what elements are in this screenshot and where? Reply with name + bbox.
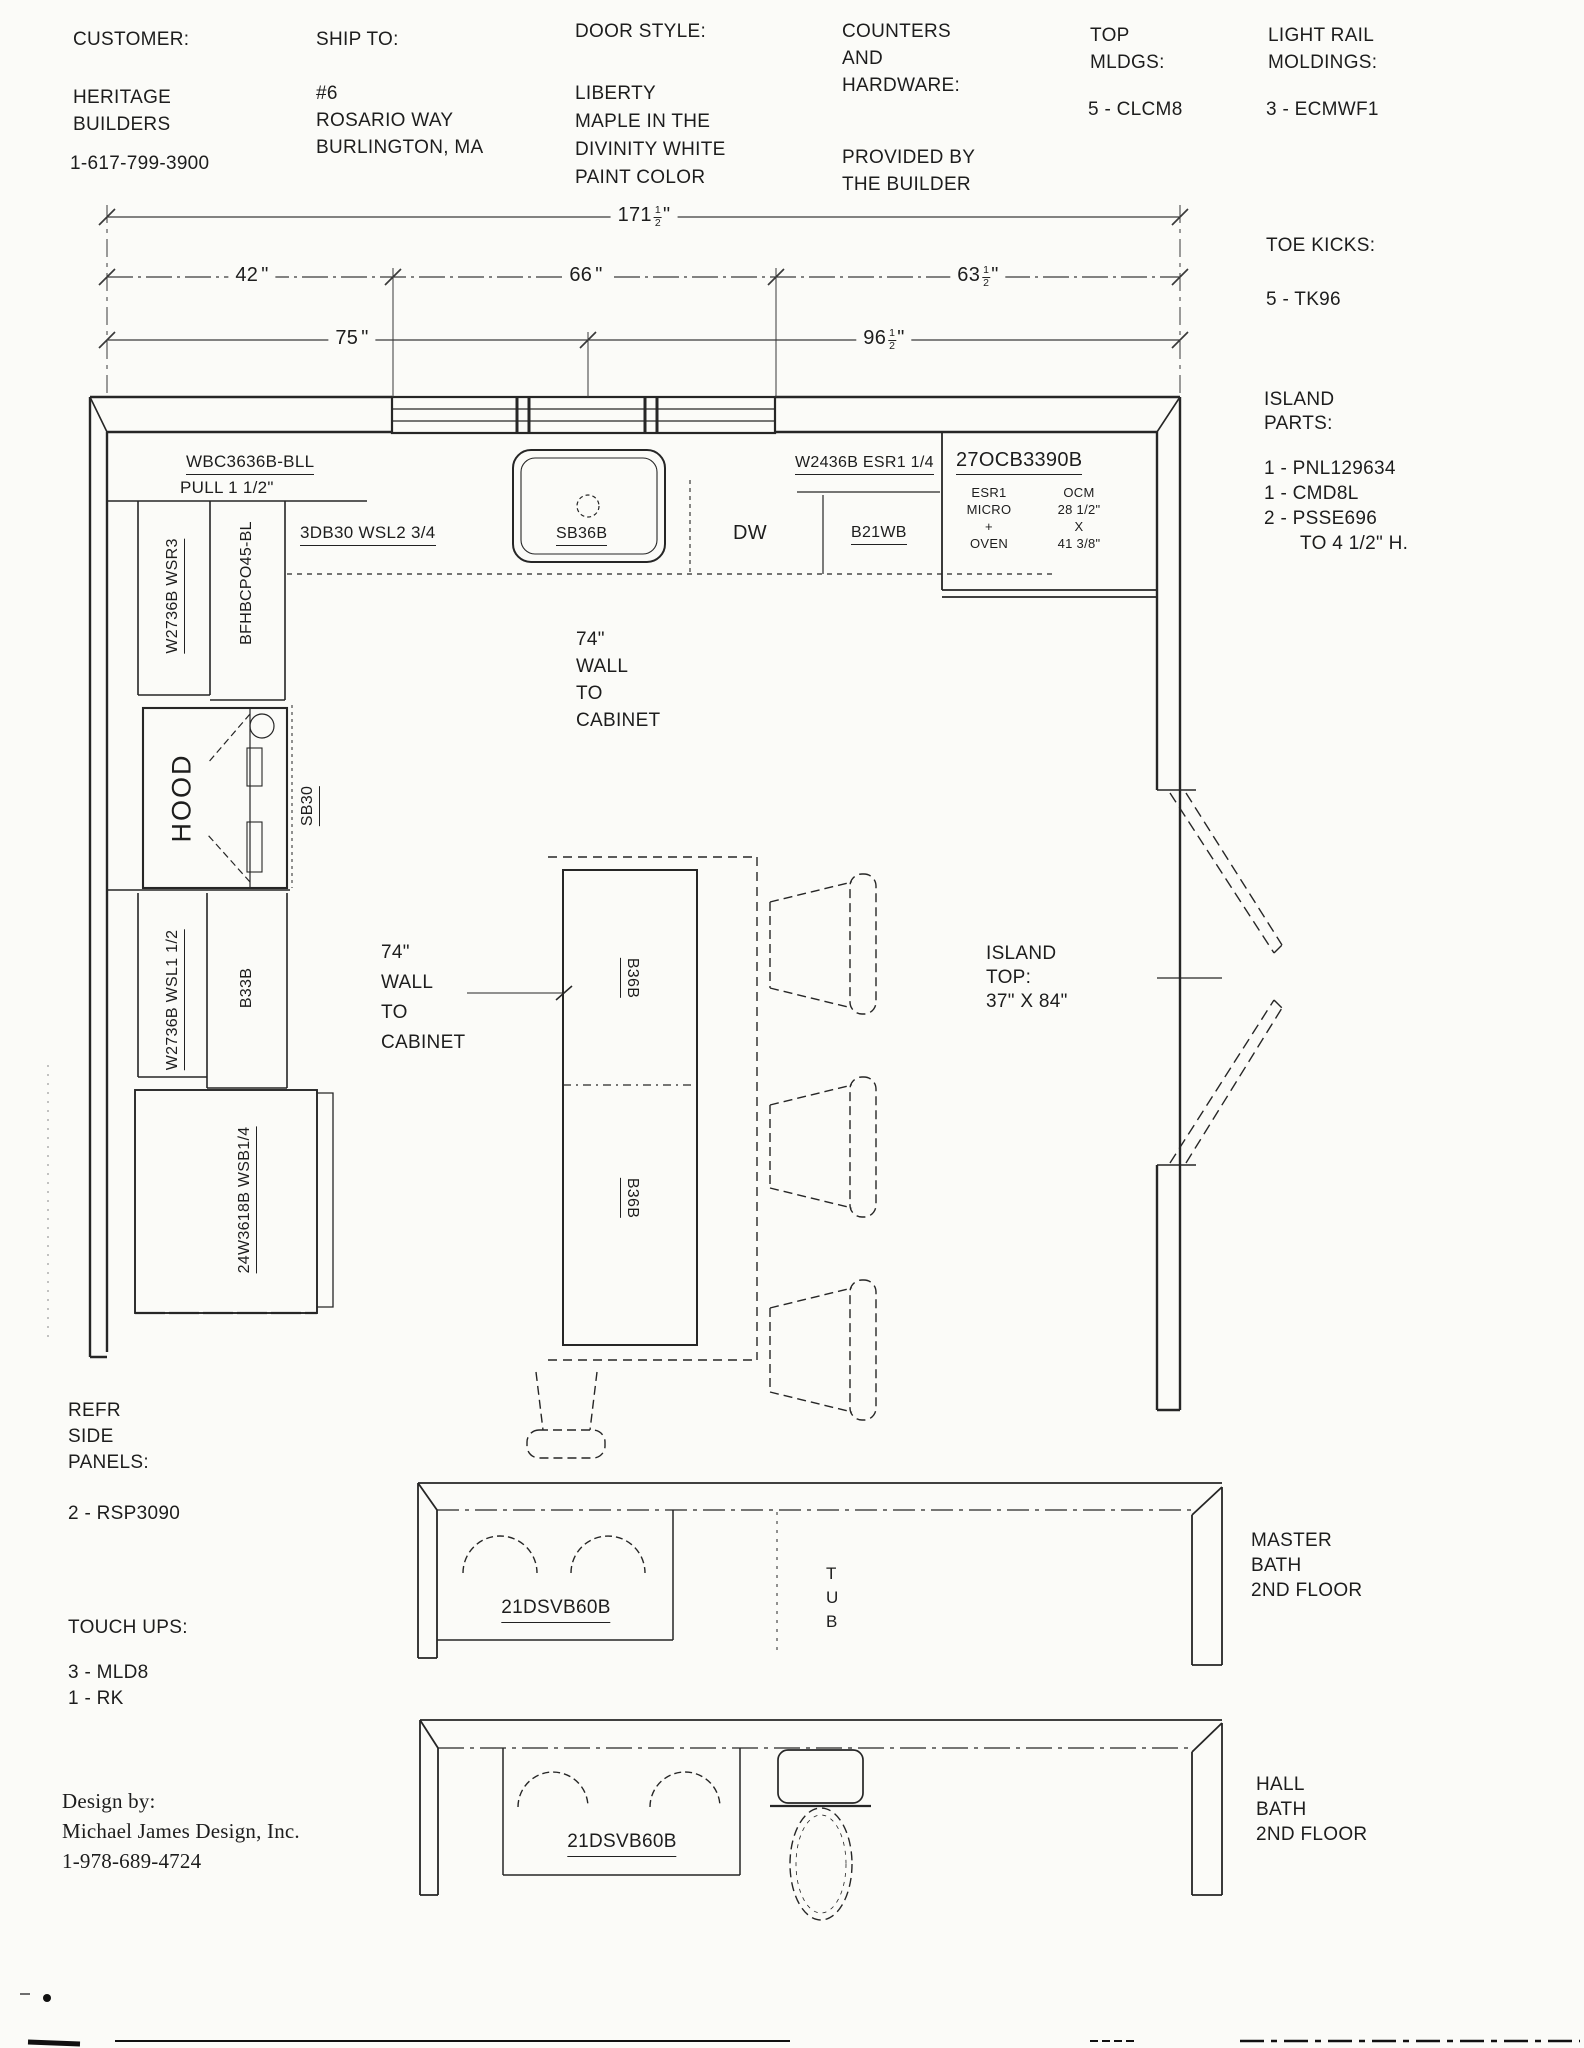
hall-bath-title: HALL BATH 2ND FLOOR bbox=[1256, 1774, 1368, 1845]
counters-hardware-value: PROVIDED BY THE BUILDER bbox=[842, 147, 976, 195]
cabinet-label-sb36b: SB36B bbox=[556, 524, 607, 546]
ship-to-label: SHIP TO: bbox=[316, 29, 399, 50]
wall-to-cabinet-note-1: 74" WALL TO CABINET bbox=[576, 629, 661, 731]
dim-42: 42 " bbox=[228, 263, 275, 287]
island bbox=[467, 857, 757, 1360]
hall-bath-linework bbox=[420, 1720, 1222, 1895]
cabinet-label-24w3618b: 24W3618B WSB1/4 bbox=[235, 1127, 257, 1274]
cabinet-label-bfhbcpo45: BFHBCPO45-BL bbox=[238, 521, 255, 645]
oven-column-esr1: ESR1 MICRO + OVEN bbox=[966, 485, 1012, 551]
hood-icon bbox=[143, 705, 292, 888]
cabinet-label-w2736b-wsl1: W2736B WSL1 1/2 bbox=[163, 930, 185, 1071]
cabinet-label-3db30: 3DB30 WSL2 3/4 bbox=[300, 521, 436, 546]
cabinet-label-b21wb: B21WB bbox=[851, 523, 907, 545]
master-bath-linework bbox=[418, 1483, 1222, 1665]
left-cabinets bbox=[107, 890, 333, 1313]
dim-66: 66 " bbox=[562, 263, 609, 287]
refr-side-panels-label: REFR SIDE PANELS: bbox=[68, 1400, 149, 1473]
customer-phone: 1-617-799-3900 bbox=[70, 153, 210, 174]
wall-to-cabinet-note-2: 74" WALL TO CABINET bbox=[381, 942, 466, 1053]
walls bbox=[48, 397, 1196, 1410]
island-cabinet-label-b36b-top: B36B bbox=[620, 958, 642, 998]
dim-total-width: 171 $\frac{1}{2}$ " bbox=[611, 203, 678, 229]
touch-ups-label: TOUCH UPS: bbox=[68, 1617, 188, 1638]
dim-63: 63 $\frac{1}{2}$ " bbox=[950, 263, 1005, 289]
light-rail-value: 3 - ECMWF1 bbox=[1266, 99, 1379, 120]
oven-column-ocm: OCM 28 1/2" X 41 3/8" bbox=[1057, 485, 1101, 551]
master-bath-title: MASTER BATH 2ND FLOOR bbox=[1251, 1530, 1363, 1601]
dishwasher-label: DW bbox=[733, 522, 767, 544]
touch-ups-items: 3 - MLD8 1 - RK bbox=[68, 1662, 149, 1709]
toe-kicks-value: 5 - TK96 bbox=[1266, 289, 1341, 310]
dimension-lines bbox=[99, 205, 1188, 397]
door-swing-icon bbox=[1157, 793, 1282, 1163]
dim-96: 96 $\frac{1}{2}$ " bbox=[856, 326, 911, 352]
ship-to-address: #6 ROSARIO WAY BURLINGTON, MA bbox=[316, 83, 484, 158]
tub-label: T U B bbox=[826, 1564, 839, 1631]
cabinet-label-w2736b-wsr3: W2736B WSR3 bbox=[163, 538, 185, 653]
island-parts-label: ISLAND PARTS: bbox=[1264, 389, 1335, 434]
scan-artifacts bbox=[20, 1994, 1580, 2044]
toe-kicks-label: TOE KICKS: bbox=[1266, 235, 1376, 256]
top-mldgs-value: 5 - CLCM8 bbox=[1088, 99, 1183, 120]
refr-side-panels-value: 2 - RSP3090 bbox=[68, 1503, 181, 1524]
designer-credit: Design by: Michael James Design, Inc. 1-978-689-4724 bbox=[62, 1789, 300, 1873]
hood-label: HOOD bbox=[166, 753, 197, 843]
hall-vanity-label: 21DSVB60B bbox=[567, 1828, 676, 1857]
light-rail-label: LIGHT RAIL MOLDINGS: bbox=[1268, 25, 1378, 73]
cabinet-label-pull: PULL 1 1/2" bbox=[180, 478, 274, 497]
cabinet-label-b33b: B33B bbox=[238, 967, 255, 1009]
island-parts-items: 1 - PNL129634 1 - CMD8L 2 - PSSE696 TO 4 1/2" H. bbox=[1264, 458, 1409, 554]
toilet-icon bbox=[770, 1750, 871, 1920]
cabinet-label-sb30: SB30 bbox=[298, 786, 320, 826]
island-cabinet-label-b36b-bottom: B36B bbox=[620, 1178, 642, 1218]
cabinet-label-wbc3636b: WBC3636B-BLL bbox=[186, 450, 314, 475]
window bbox=[392, 397, 775, 433]
island-top-note: ISLAND TOP: 37" X 84" bbox=[986, 943, 1068, 1012]
cabinet-label-27ocb3390b: 27OCB3390B bbox=[956, 448, 1082, 475]
top-mldgs-label: TOP MLDGS: bbox=[1090, 25, 1165, 73]
customer-label: CUSTOMER: bbox=[73, 29, 190, 50]
dim-75: 75 " bbox=[328, 326, 375, 350]
door-style-value: LIBERTY MAPLE IN THE DIVINITY WHITE PAINT COLOR bbox=[575, 83, 726, 188]
customer-name: HERITAGE BUILDERS bbox=[73, 87, 172, 135]
cabinet-label-w2436b: W2436B ESR1 1/4 bbox=[795, 453, 934, 475]
counters-hardware-label: COUNTERS AND HARDWARE: bbox=[842, 21, 961, 96]
door-style-label: DOOR STYLE: bbox=[575, 21, 707, 42]
stools bbox=[527, 874, 876, 1458]
master-vanity-label: 21DSVB60B bbox=[501, 1594, 610, 1623]
